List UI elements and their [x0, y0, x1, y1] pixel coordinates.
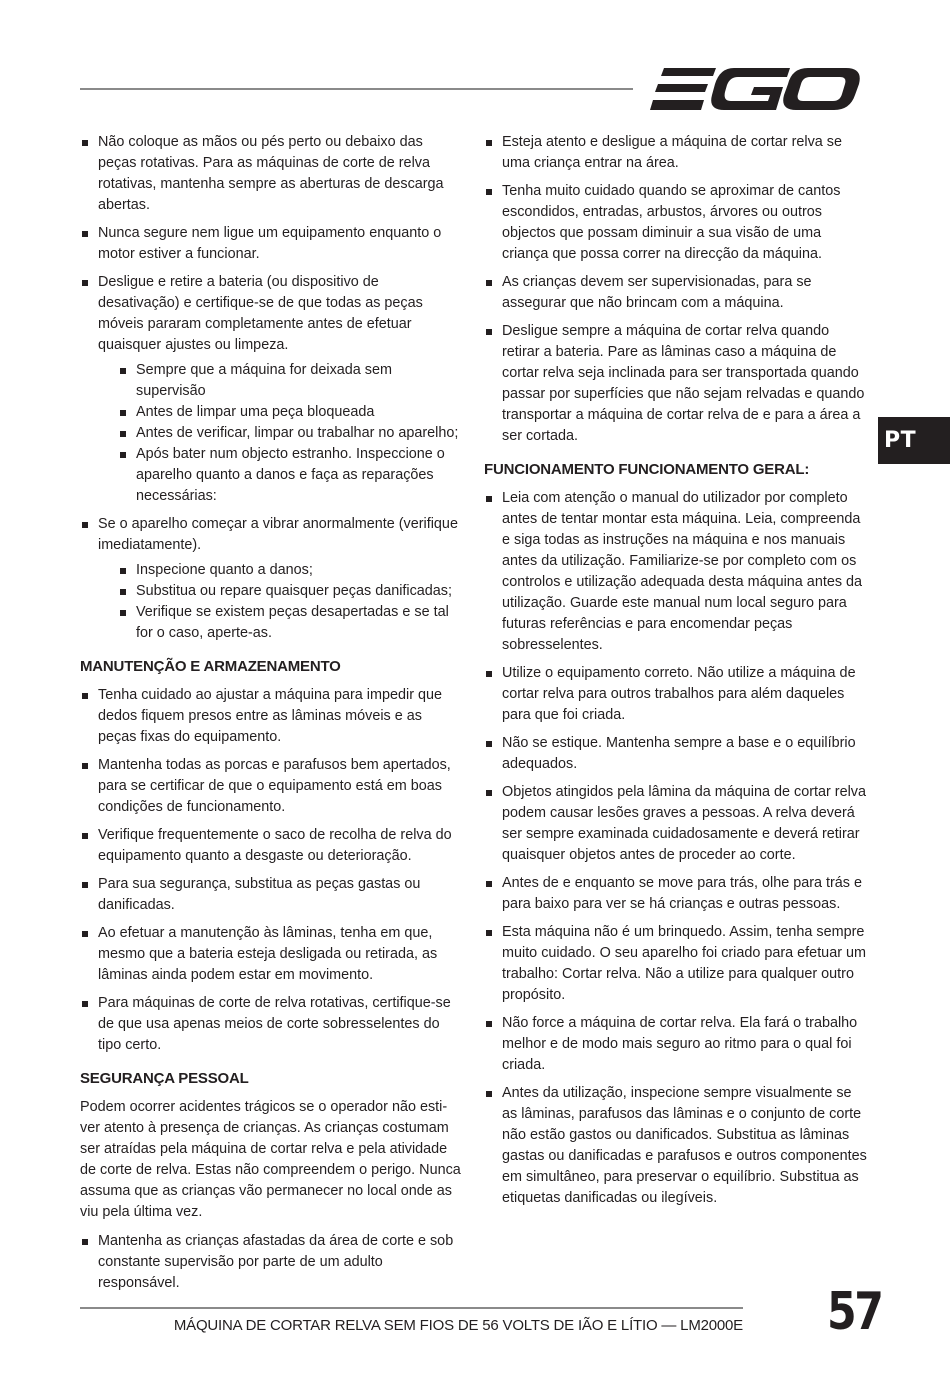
list-item: Mantenha as crianças afastadas da área de corte e sob constante supervisão por parte de um adulto responsável. — [80, 1231, 462, 1294]
ego-logo — [650, 64, 862, 114]
list-item: Antes da utilização, inspecione sempre visualmente se as lâminas, parafusos das lâminas e o conjunto de corte não estão gastos ou danificados. Substitua as lâminas gastas ou danificadas e parafusos e outros componentes em simultâneo, para preservar o equilíbrio. Substitua as etiquetas danificadas ou ilegíveis. — [484, 1083, 868, 1209]
list-item: Leia com atenção o manual do utilizador por completo antes de tentar montar esta máquina. Leia, compreenda e siga todas as instruções na máquina e nos manuais antes da utilização. Familiarize-se por completo com os controlos e utilização adequada desta máquina antes da utilização. Guarde este manual num local seguro para futuras referências e para encomendar peças sobresselentes. — [484, 488, 868, 656]
paragraph-personal-safety: Podem ocorrer acidentes trágicos se o operador não esti-ver atento à presença de crianças. As crianças costumam ser atraídas pela máquina de cortar relva e pela atividade de corte de relva. Estas não compreendem o perigo. Nunca assuma que as crianças vão permanecer no local onde as viu pela última vez. — [80, 1099, 461, 1220]
section-heading-maintenance: MANUTENÇÃO E ARMAZENAMENTO — [80, 658, 341, 675]
sub-list-item: Substitua ou repare quaisquer peças danificadas; — [118, 581, 462, 602]
list-item: Esteja atento e desligue a máquina de cortar relva se uma criança entrar na área. — [484, 132, 868, 174]
language-tab: PT — [878, 417, 950, 464]
list-item: Verifique frequentemente o saco de recolha de relva do equipamento quanto a desgaste ou deterioração. — [80, 825, 462, 867]
list-item: Tenha cuidado ao ajustar a máquina para impedir que dedos fiquem presos entre as lâminas móveis e as peças fixas do equipamento. — [80, 685, 462, 748]
list-item: Mantenha todas as porcas e parafusos bem apertados, para se certificar de que o equipamento está em boas condições de funcionamento. — [80, 755, 462, 818]
page-number: 57 — [827, 1282, 882, 1342]
list-item: Não se estique. Mantenha sempre a base e o equilíbrio adequados. — [484, 733, 868, 775]
list-item — [80, 272, 462, 507]
sub-list-item: Antes de verificar, limpar ou trabalhar no aparelho; — [118, 423, 462, 444]
list-item: Tenha muito cuidado quando se aproximar de cantos escondidos, entradas, arbustos, árvores ou outros objectos que possam diminuir a sua visão de uma criança que possa correr na direcção da máquina. — [484, 181, 868, 265]
list-item: Ao efetuar a manutenção às lâminas, tenha em que, mesmo que a bateria esteja desligada ou retirada, as lâminas ainda podem estar em movimento. — [80, 923, 462, 986]
list-item-text: Desligue e retire a bateria (ou dispositivo de desativação) e certifique-se de que todas as peças móveis pararam completamente antes de efetuar quaisquer ajustes ou limpeza. — [98, 274, 423, 353]
bullet-list-right-top — [484, 132, 868, 447]
sub-list-item: Verifique se existem peças desapertadas e se tal for o caso, aperte-as. — [118, 602, 462, 644]
sub-list-item: Inspecione quanto a danos; — [118, 560, 462, 581]
sub-list-item: Sempre que a máquina for deixada sem supervisão — [118, 360, 462, 402]
list-item: Para sua segurança, substitua as peças gastas ou danificadas. — [80, 874, 462, 916]
list-item: Objetos atingidos pela lâmina da máquina de cortar relva podem causar lesões graves a pessoas. A relva deverá ser sempre examinada cuidadosamente e deverá retirar quaisquer objetos antes de proceder ao corte. — [484, 782, 868, 866]
section-heading-personal-safety: SEGURANÇA PESSOAL — [80, 1070, 249, 1087]
section-heading-operation: FUNCIONAMENTO FUNCIONAMENTO GERAL: — [484, 461, 810, 478]
list-item — [80, 514, 462, 644]
list-item-text: Se o aparelho começar a vibrar anormalmente (verifique imediatamente). — [98, 516, 458, 553]
bullet-list-top — [80, 132, 462, 644]
bullet-list-operation — [484, 488, 868, 1209]
list-item: Para máquinas de corte de relva rotativas, certifique-se de que usa apenas meios de corte sobresselentes do tipo certo. — [80, 993, 462, 1056]
sub-list-item: Após bater num objecto estranho. Inspeccione o aparelho quanto a danos e faça as reparações necessárias: — [118, 444, 462, 507]
sub-list — [118, 360, 462, 507]
sub-list — [118, 560, 462, 644]
list-item: Não coloque as mãos ou pés perto ou debaixo das peças rotativas. Para as máquinas de corte de relva rotativas, mantenha sempre as aberturas de descarga abertas. — [80, 132, 462, 216]
footer-rule — [80, 1307, 743, 1309]
bullet-list-maintenance — [80, 685, 462, 1056]
list-item: Nunca segure nem ligue um equipamento enquanto o motor estiver a funcionar. — [80, 223, 462, 265]
list-item: As crianças devem ser supervisionadas, para se assegurar que não brincam com a máquina. — [484, 272, 868, 314]
list-item: Desligue sempre a máquina de cortar relva quando retirar a bateria. Pare as lâminas caso a máquina de cortar relva seja inclinada para ser transportada quando passar por superfícies que não sejam relvadas e quando transportar a máquina de cortar relva de e para a área a ser cortada. — [484, 321, 868, 447]
list-item: Antes de e enquanto se move para trás, olhe para trás e para baixo para ver se há crianças e outras pessoas. — [484, 873, 868, 915]
right-column — [484, 132, 868, 1216]
list-item: Esta máquina não é um brinquedo. Assim, tenha sempre muito cuidado. O seu aparelho foi criado para efetuar um trabalho: Cortar relva. Não a utilize para qualquer outro propósito. — [484, 922, 868, 1006]
list-item: Não force a máquina de cortar relva. Ela fará o trabalho melhor e de modo mais seguro ao ritmo para o qual foi criada. — [484, 1013, 868, 1076]
bullet-list-personal-safety — [80, 1231, 462, 1294]
sub-list-item: Antes de limpar uma peça bloqueada — [118, 402, 462, 423]
left-column — [80, 132, 462, 1301]
list-item: Utilize o equipamento correto. Não utilize a máquina de cortar relva para outros trabalhos para além daqueles para que foi criada. — [484, 663, 868, 726]
header-rule — [80, 88, 633, 90]
footer-title: MÁQUINA DE CORTAR RELVA SEM FIOS DE 56 VOLTS DE IÃO E LÍTIO — LM2000E — [173, 1317, 743, 1334]
